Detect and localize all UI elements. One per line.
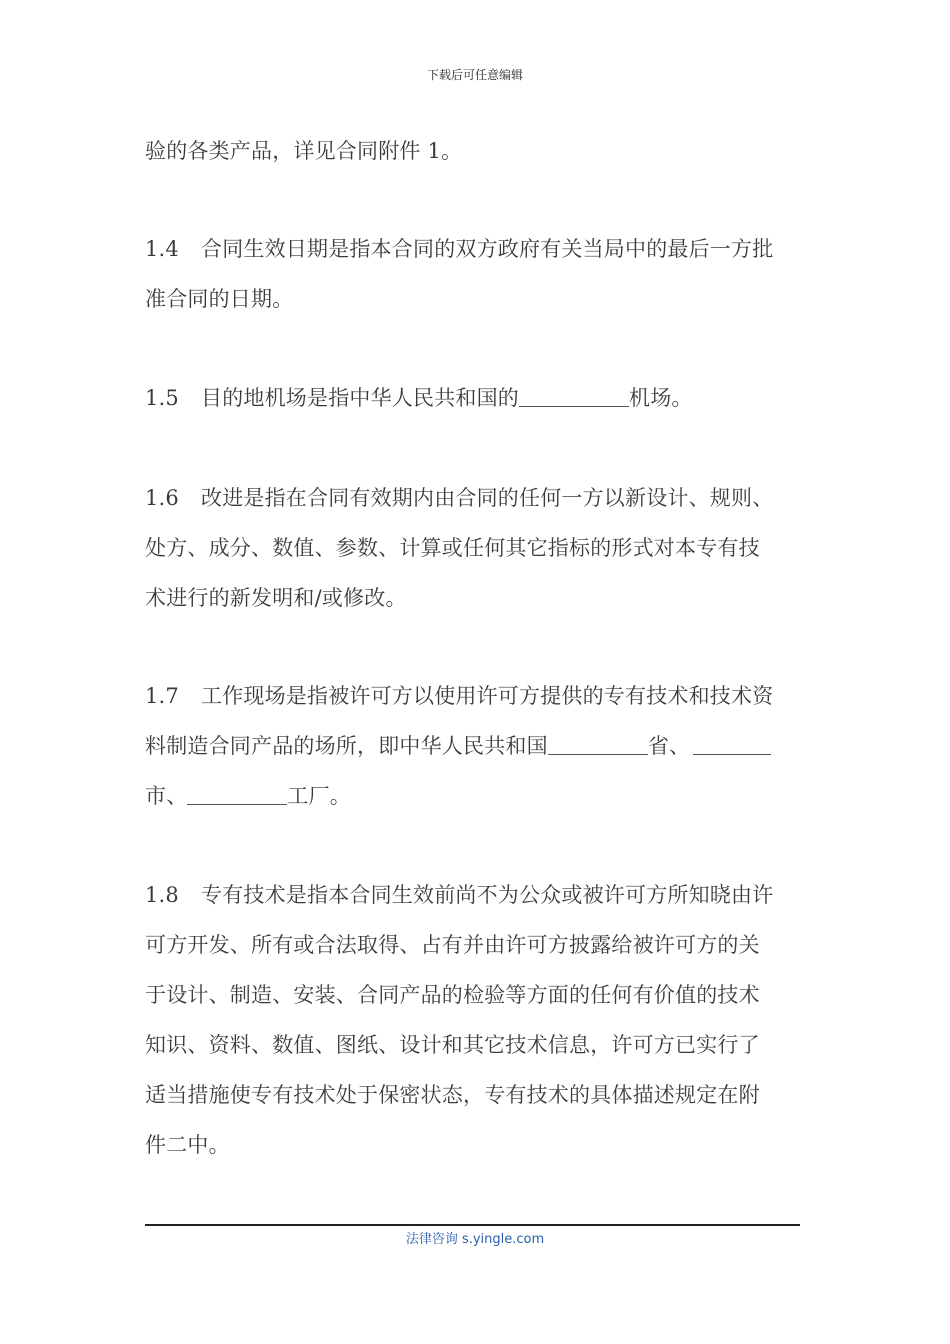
clause-text: 改进是指在合同有效期内由合同的任何一方以新设计、规则、 (201, 486, 774, 510)
clause-text: 省、 (647, 734, 691, 758)
footer-divider (145, 1224, 800, 1226)
fill-in-blank-city[interactable] (693, 734, 771, 755)
text-line: 件二中。 (145, 1133, 230, 1157)
clause-1-6 (145, 473, 810, 623)
clause-text: 工作现场是指被许可方以使用许可方提供的专有技术和技术资 (201, 684, 774, 708)
footer-link[interactable]: 法律咨询 s.yingle.com (405, 1232, 545, 1247)
clause-text: 料制造合同产品的场所，即中华人民共和国 (145, 734, 548, 758)
clause-1-7 (145, 671, 810, 821)
text-line (145, 473, 810, 523)
text-line: 准合同的日期。 (145, 287, 294, 311)
clause-1-8 (145, 870, 810, 1170)
text-line (145, 373, 810, 423)
clause-1-4 (145, 224, 810, 324)
clause-text: 机场。 (629, 386, 693, 410)
clause-number: 1.4 (145, 237, 179, 261)
clause-text: 市、 (145, 784, 188, 808)
text-line: 术进行的新发明和/或修改。 (145, 586, 407, 610)
text-line (145, 870, 810, 920)
clause-number: 1.6 (145, 486, 179, 510)
text-line (145, 721, 810, 771)
paragraph-continuation (145, 126, 810, 176)
text-line: 知识、资料、数值、图纸、设计和其它技术信息，许可方已实行了 (145, 1033, 760, 1057)
text-line: 于设计、制造、安装、合同产品的检验等方面的任何有价值的技术 (145, 983, 760, 1007)
fill-in-blank-factory[interactable] (187, 784, 287, 805)
clause-number: 1.7 (145, 684, 179, 708)
clause-1-5 (145, 373, 810, 423)
page-header: 下载后可任意编辑 (426, 68, 523, 82)
text-line: 适当措施使专有技术处于保密状态，专有技术的具体描述规定在附 (145, 1083, 760, 1107)
clause-text: 目的地机场是指中华人民共和国的 (201, 386, 519, 410)
text-line: 可方开发、所有或合法取得、占有并由许可方披露给被许可方的关 (145, 933, 760, 957)
text-line (145, 224, 810, 274)
clause-number: 1.5 (145, 386, 179, 410)
clause-number: 1.8 (145, 883, 179, 907)
fill-in-blank-province[interactable] (548, 734, 648, 755)
clause-text: 合同生效日期是指本合同的双方政府有关当局中的最后一方批 (201, 237, 774, 261)
clause-text: 工厂。 (287, 784, 352, 808)
text-line: 处方、成分、数值、参数、计算或任何其它指标的形式对本专有技 (145, 536, 760, 560)
text-line (145, 771, 810, 821)
text-line: 验的各类产品，详见合同附件 1。 (145, 139, 463, 163)
text-line (145, 671, 810, 721)
fill-in-blank[interactable] (519, 386, 629, 407)
clause-text: 专有技术是指本合同生效前尚不为公众或被许可方所知晓由许 (201, 883, 774, 907)
